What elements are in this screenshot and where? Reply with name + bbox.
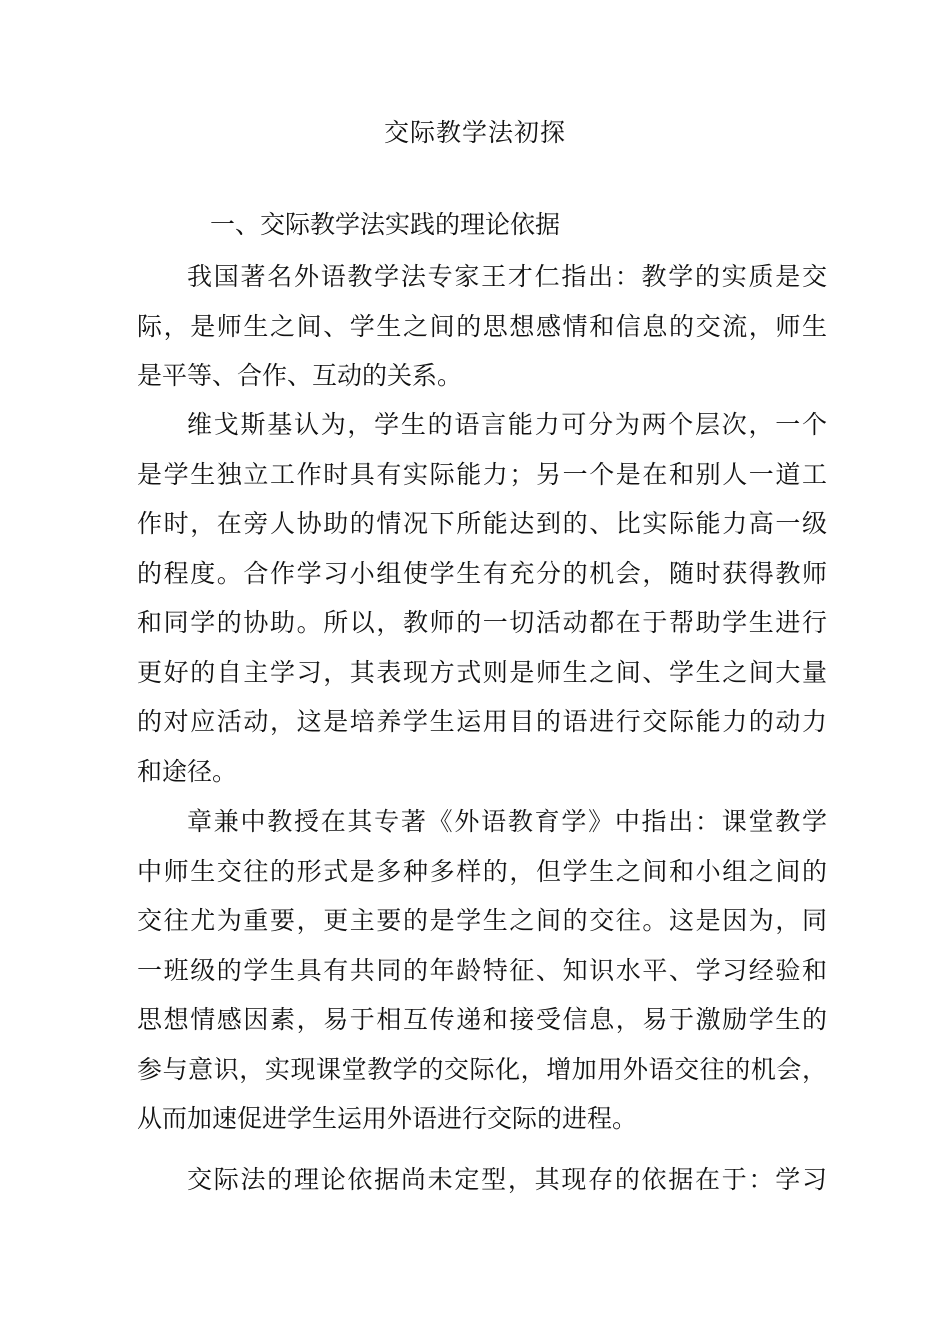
section-heading: 一、交际教学法实践的理论依据 [210,210,561,239]
paragraph-line: 是平等、合作、互动的关系。 [137,361,463,390]
paragraph-line: 中师生交往的形式是多种多样的，但学生之间和小组之间的 [137,856,827,886]
paragraph-line: 思想情感因素，易于相互传递和接受信息，易于激励学生的 [137,1005,827,1034]
paragraph-3 [137,797,827,1144]
paragraph-line: 交往尤为重要，更主要的是学生之间的交往。这是因为，同 [137,906,827,935]
paragraph-line: 的对应活动，这是培养学生运用目的语进行交际能力的动力 [137,707,827,736]
paragraph-2 [137,400,827,796]
paragraph-4 [137,1155,827,1205]
paragraph-line: 作时，在旁人协助的情况下所能达到的、比实际能力高一级 [137,509,827,538]
paragraph-line: 参与意识，实现课堂教学的交际化，增加用外语交往的机会， [137,1054,827,1084]
document-title: 交际教学法初探 [383,118,566,147]
paragraph-line: 章兼中教授在其专著《外语教育学》中指出：课堂教学 [187,807,827,836]
paragraph-line: 维戈斯基认为，学生的语言能力可分为两个层次，一个 [187,410,827,439]
paragraph-line: 际，是师生之间、学生之间的思想感情和信息的交流，师生 [137,311,827,341]
paragraph-line: 交际法的理论依据尚未定型，其现存的依据在于：学习 [187,1165,827,1194]
paragraph-line: 和途径。 [137,756,238,786]
paragraph-line: 和同学的协助。所以，教师的一切活动都在于帮助学生进行 [137,608,827,637]
paragraph-line: 从而加速促进学生运用外语进行交际的进程。 [137,1104,638,1133]
paragraph-line: 更好的自主学习，其表现方式则是师生之间、学生之间大量 [137,657,827,687]
paragraph-line: 我国著名外语教学法专家王才仁指出：教学的实质是交 [187,262,827,291]
paragraph-line: 是学生独立工作时具有实际能力；另一个是在和别人一道工 [137,459,827,489]
paragraph-line: 的程度。合作学习小组使学生有充分的机会，随时获得教师 [137,558,827,588]
paragraph-1 [137,252,827,401]
paragraph-line: 一班级的学生具有共同的年龄特征、知识水平、学习经验和 [137,955,827,985]
